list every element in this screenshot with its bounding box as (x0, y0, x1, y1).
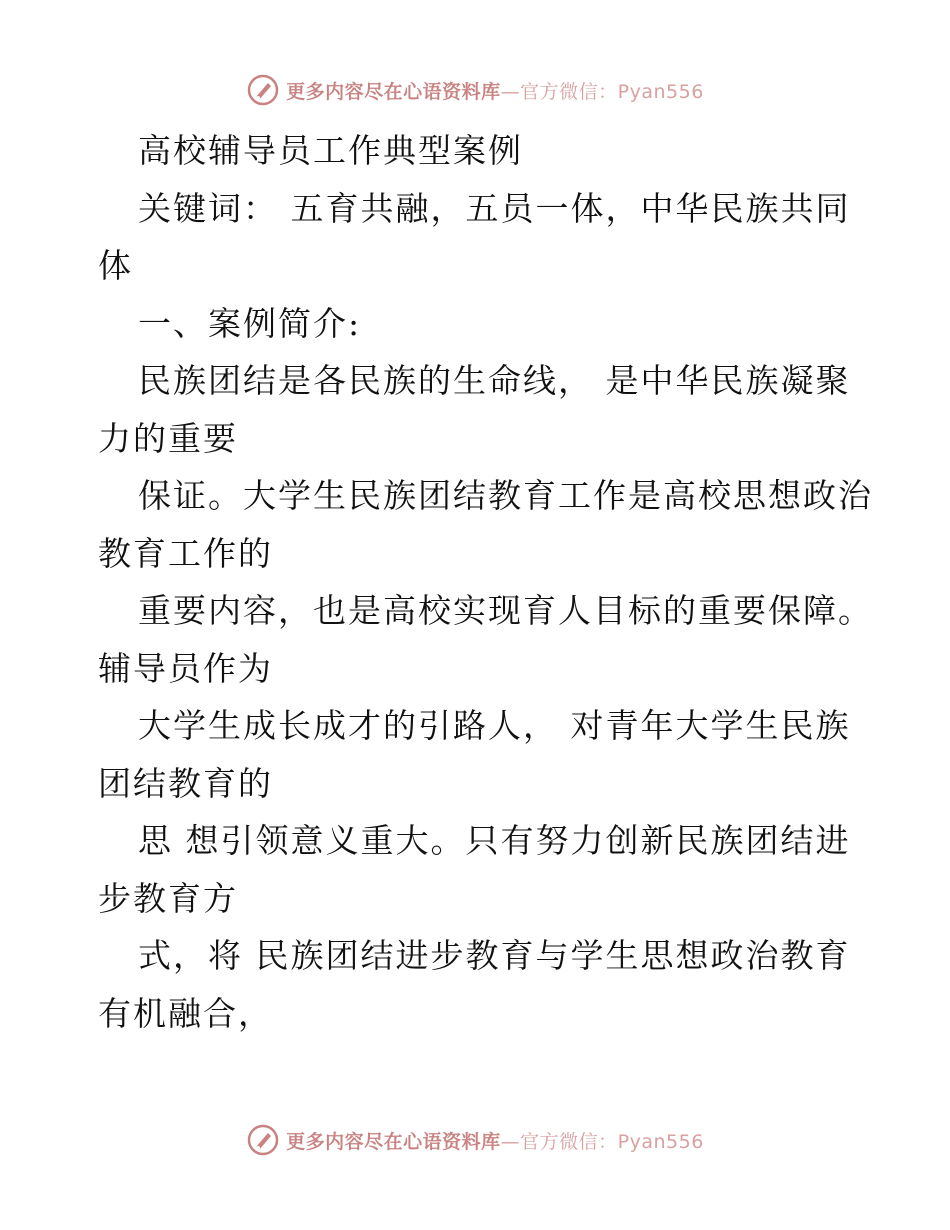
pen-nib-circle-icon (246, 73, 280, 107)
paragraph-line: 大学生成长成才的引路人， 对青年大学生民族 (138, 706, 851, 745)
keywords-line-wrap: 体 (98, 246, 133, 285)
watermark-brand: 更多内容尽在心语资料库 (286, 80, 501, 103)
pen-nib-circle-icon (246, 1123, 280, 1157)
paragraph-line: 步教育方 (98, 878, 238, 918)
paragraph-line: 重要内容，也是高校实现育人目标的重要保障。 (138, 591, 873, 630)
keywords-line: 关键词： 五育共融，五员一体，中华民族共同 (138, 188, 851, 228)
paragraph-line: 民族团结是各民族的生命线， 是中华民族凝聚 (138, 361, 851, 400)
watermark-brand: 更多内容尽在心语资料库 (286, 1130, 501, 1153)
watermark-wechat: 官方微信：Pyan556 (520, 1130, 704, 1153)
watermark-separator: — (500, 80, 521, 103)
section-heading: 一、案例简介: (138, 303, 362, 343)
paragraph-line: 保证。大学生民族团结教育工作是高校思想政治 (138, 476, 873, 515)
paragraph-line: 团结教育的 (98, 763, 273, 803)
watermark-text (286, 1127, 704, 1154)
paragraph-line: 有机融合， (98, 993, 273, 1033)
document-title: 高校辅导员工作典型案例 (138, 131, 523, 170)
paragraph-line: 辅导员作为 (98, 648, 273, 688)
watermark-header (0, 70, 950, 110)
watermark-text (286, 77, 704, 104)
watermark-wechat: 官方微信：Pyan556 (520, 80, 704, 103)
watermark-separator: — (500, 1130, 521, 1153)
paragraph-line: 思 想引领意义重大。只有努力创新民族团结进 (138, 821, 851, 860)
paragraph-line: 力的重要 (98, 418, 238, 458)
watermark-footer (0, 1120, 950, 1160)
document-body (98, 122, 873, 1042)
paragraph-line: 式，将 民族团结进步教育与学生思想政治教育 (138, 936, 851, 975)
paragraph-line: 教育工作的 (98, 533, 273, 573)
